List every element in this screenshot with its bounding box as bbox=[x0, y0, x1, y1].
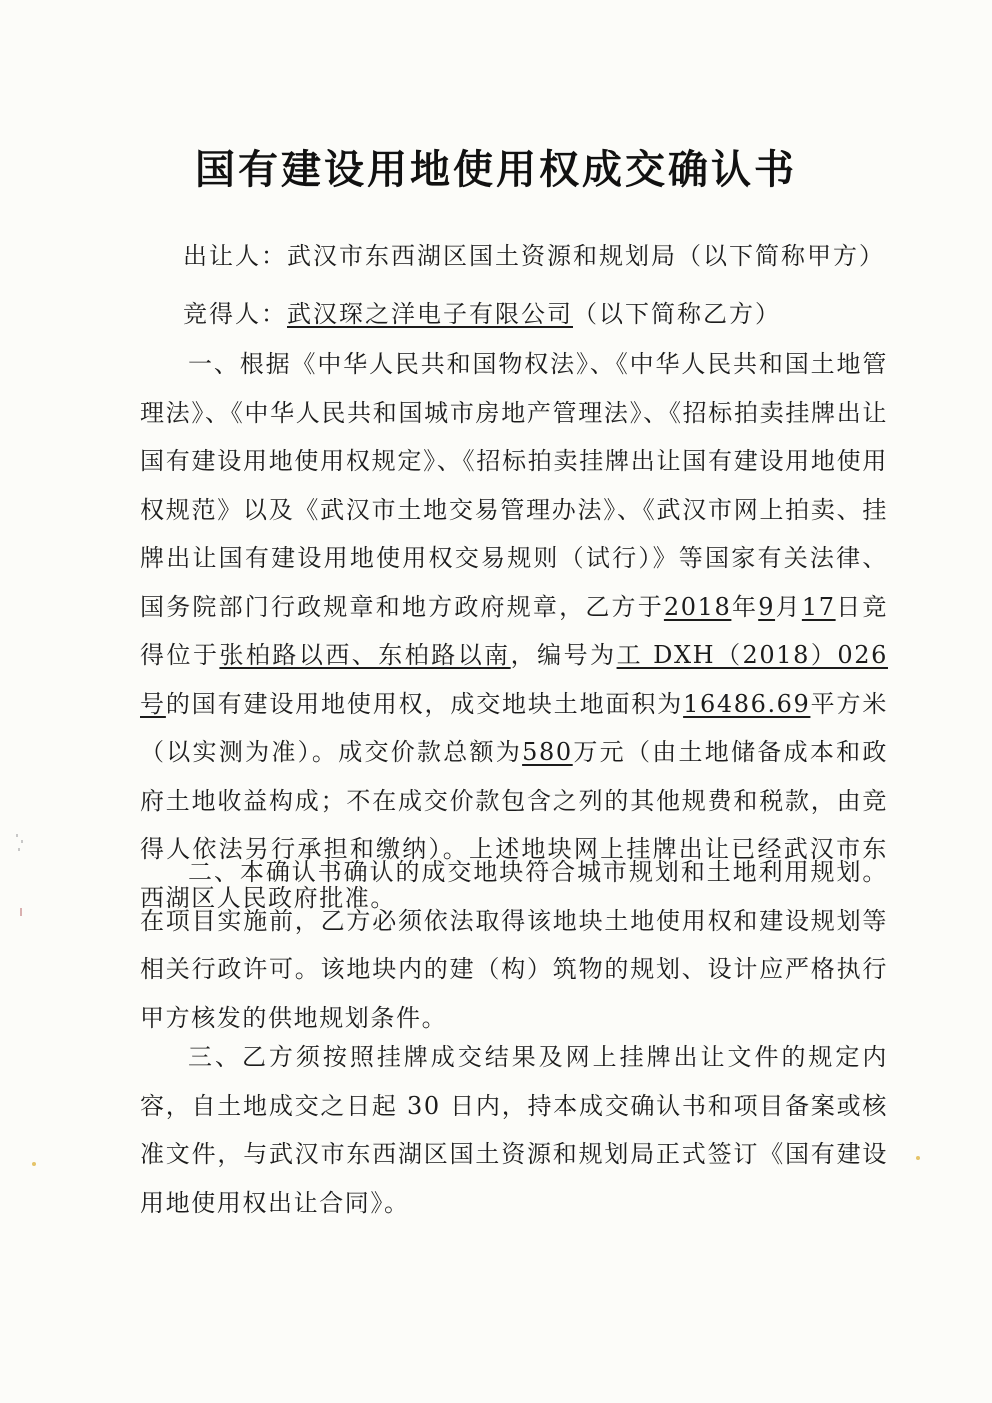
clause-one-text-a: 一、根据《中华人民共和国物权法》、《中华人民共和国土地管理法》、《中华人民共和国城市房地产管理法》、《招标拍卖挂牌出让国有建设用地使用权规定》、《招标拍卖挂牌出让国有建设用地使用权规范》以及《武汉市土地交易管理办法》、《武汉市网上拍卖、挂牌出让国有建设用地使用权交易规则（试行）》等国家有关法律、国务院部门行政规章和地方政府规章，乙方于 bbox=[140, 350, 888, 621]
parcel-location: 张柏路以西、东柏路以南 bbox=[219, 641, 511, 669]
buyer-label: 竞得人： bbox=[183, 300, 287, 328]
deal-month: 9 bbox=[758, 592, 776, 621]
scan-mark-left bbox=[32, 1162, 36, 1166]
seller-name: 武汉市东西湖区国土资源和规划局 bbox=[287, 242, 677, 270]
buyer-suffix: （以下简称乙方） bbox=[573, 300, 781, 328]
parcel-number: 工 DXH（2018）026 号 bbox=[140, 641, 888, 718]
seller-label: 出让人： bbox=[183, 242, 287, 270]
day-unit: 日竞得位于 bbox=[140, 592, 888, 669]
clause-two: 二、本确认书确认的成交地块符合城市规划和土地利用规划。在项目实施前，乙方必须依法取得该地块土地使用权和建设规划等相关行政许可。该地块内的建（构）筑物的规划、设计应严格执行甲方核发的供地规划条件。 bbox=[140, 858, 888, 1032]
clause-one-text-c: 平方米（以实测为准）。成交价款总额为 bbox=[140, 689, 889, 766]
clause-one bbox=[140, 340, 888, 922]
deal-day: 17 bbox=[801, 592, 836, 621]
buyer-line bbox=[183, 294, 781, 334]
seller-suffix: （以下简称甲方） bbox=[677, 242, 885, 270]
clause-three: 三、乙方须按照挂牌成交结果及网上挂牌出让文件的规定内容，自土地成交之日起 30 日内，持本成交确认书和项目备案或核准文件，与武汉市东西湖区国土资源和规划局正式签订《国有建设用地使用权出让合同》。 bbox=[140, 1043, 888, 1217]
clause-one-text-b: 的国有建设用地使用权，成交地块土地面积为 bbox=[165, 689, 684, 718]
buyer-name: 武汉琛之洋电子有限公司 bbox=[287, 300, 573, 328]
scan-mark-right bbox=[916, 1156, 920, 1160]
clause-one-text-d: 万元（由土地储备成本和政府土地收益构成；不在成交价款包含之列的其他规费和税款，由竞得人依法另行承担和缴纳）。上述地块网上挂牌出让已经武汉市东西湖区人民政府批准。 bbox=[140, 738, 889, 912]
deal-year: 2018 bbox=[663, 592, 732, 621]
document-title: 国有建设用地使用权成交确认书 bbox=[195, 147, 797, 193]
parcel-area: 16486.69 bbox=[683, 689, 811, 718]
scan-specks bbox=[14, 830, 28, 910]
deal-price: 580 bbox=[522, 738, 573, 766]
month-unit: 月 bbox=[775, 592, 802, 621]
year-unit: 年 bbox=[731, 592, 759, 621]
seller-line bbox=[183, 236, 885, 276]
number-prefix: ，编号为 bbox=[510, 641, 617, 669]
